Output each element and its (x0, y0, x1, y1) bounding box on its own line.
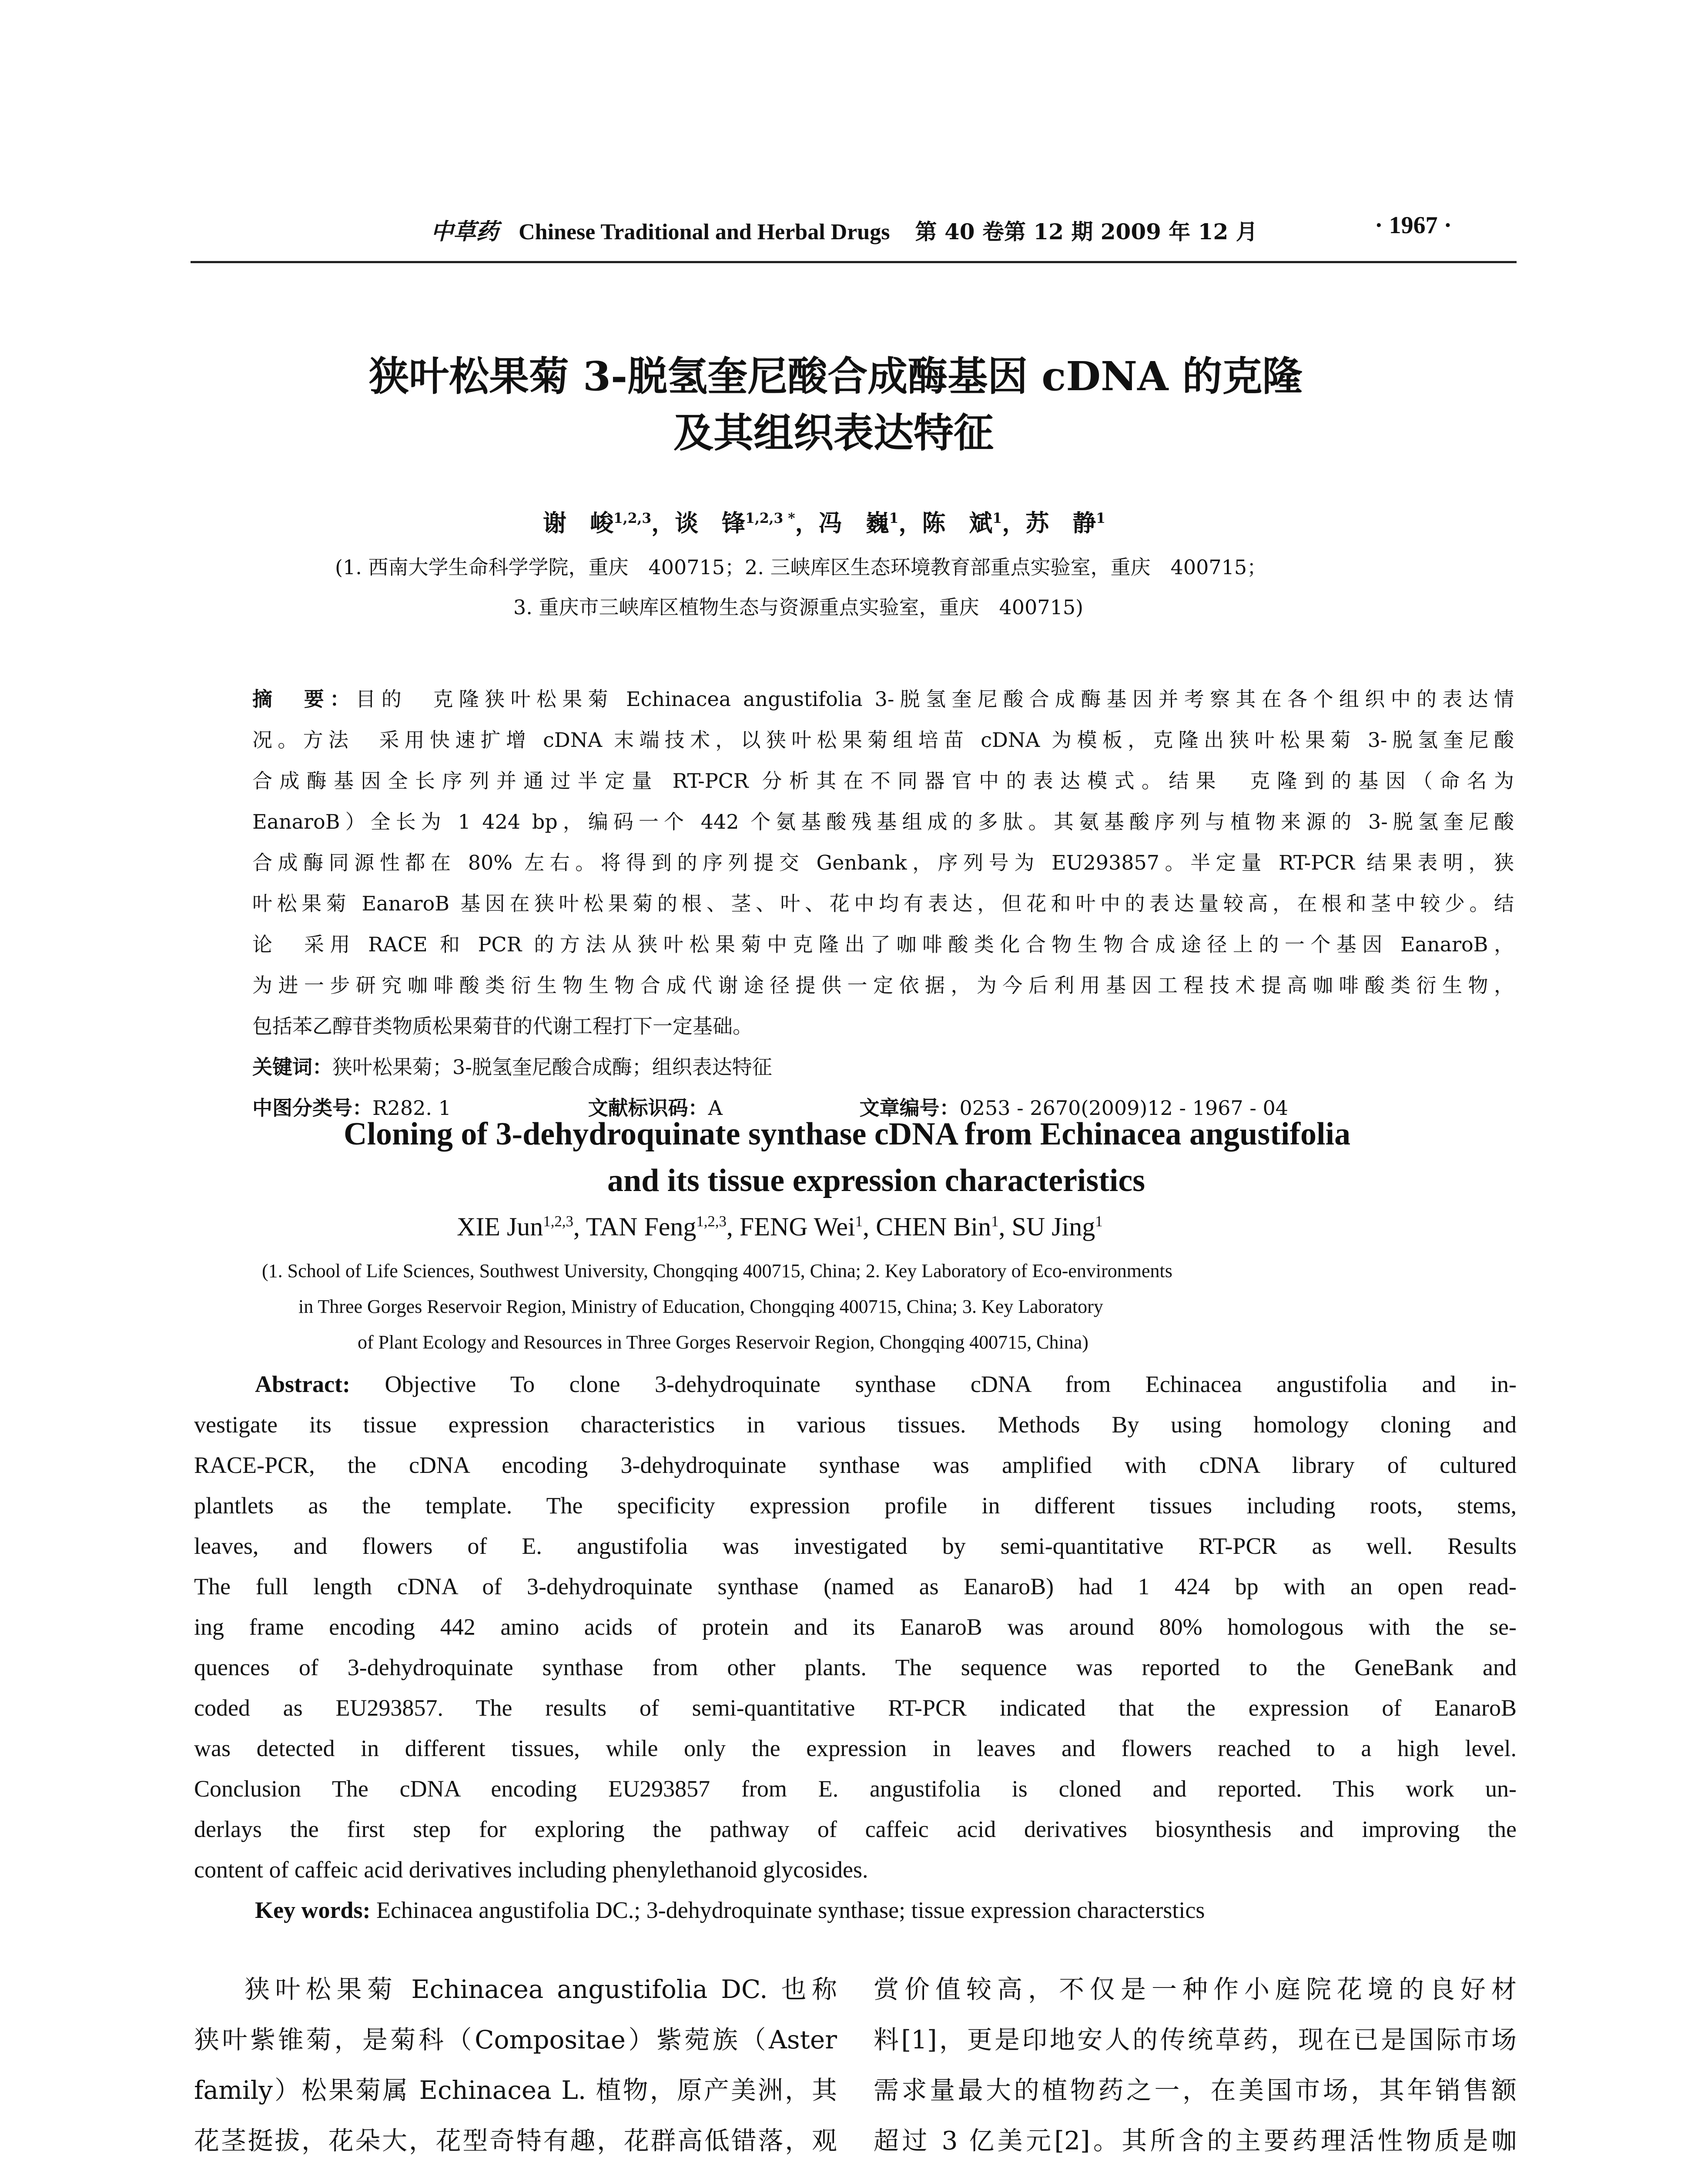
affiliation-en-line1: (1. School of Life Sciences, Southwest University, Chongqing 400715, China; 2. Key Laboratory of Eco-environments (262, 1260, 1172, 1282)
clc-label: 中图分类号： (252, 1096, 372, 1120)
author-en-2: , TAN Feng (573, 1212, 697, 1241)
abstract-cn-line5: 合成酶同源性都在 80% 左右。将得到的序列提交 Genbank，序列号为 EU293857。半定量 RT-PCR 结果表明，狭 (252, 851, 1514, 874)
affiliation-en-line2: in Three Gorges Reservoir Region, Ministry of Education, Chongqing 400715, China; 3. Key Laboratory (298, 1296, 1103, 1317)
author-cn-2: ，谈 锋 (651, 509, 746, 537)
journal-name-cn: 中草药 (431, 218, 499, 245)
author-en-4-sup: 1 (991, 1213, 999, 1230)
body-right-column (874, 1964, 1517, 2166)
abstract-en-line9: coded as EU293857. The results of semi-quantitative RT-PCR indicated that the expression of EanaroB (194, 1695, 1517, 1721)
author-cn-5-sup: 1 (1096, 511, 1106, 526)
running-header (431, 213, 1258, 246)
clc-number: R282. 1 (372, 1096, 451, 1120)
abstract-en-line13: content of caffeic acid derivatives including phenylethanoid glycosides. (194, 1857, 868, 1883)
author-en-2-sup: 1,2,3 (696, 1213, 727, 1230)
abstract-en-line4: plantlets as the template. The specificity expression profile in different tissues including roots, stems, (194, 1492, 1517, 1519)
author-en-1: XIE Jun (457, 1212, 543, 1241)
abstract-cn-line3: 合成酶基因全长序列并通过半定量 RT-PCR 分析其在不同器官中的表达模式。结果 克隆到的基因（命名为 (252, 769, 1514, 793)
abstract-en-line6: The full length cDNA of 3-dehydroquinate synthase (named as EanaroB) had 1 424 bp with an open read- (194, 1573, 1517, 1599)
body-left-line2: 狭叶紫锥菊，是菊科（Compositae）紫菀族（Aster (194, 2025, 837, 2055)
author-cn-3: ，冯 巍 (795, 509, 889, 537)
abstract-en-text1: Objective To clone 3-dehydroquinate synthase cDNA from Echinacea angustifolia and in- (385, 1371, 1517, 1397)
affiliation-cn-line1: (1. 西南大学生命科学学院，重庆 400715；2. 三峡库区生态环境教育部重点实验室，重庆 400715； (335, 555, 1267, 579)
author-en-5-sup: 1 (1095, 1213, 1103, 1230)
abstract-cn-line4: EanaroB）全长为 1 424 bp，编码一个 442 个氨基酸残基组成的多肽。其氨基酸序列与植物来源的 3-脱氢奎尼酸 (252, 810, 1514, 833)
article-number-label: 文章编号： (859, 1096, 960, 1120)
keywords-en-text: Echinacea angustifolia DC.; 3-dehydroquinate synthase; tissue expression characterstics (376, 1897, 1205, 1923)
abstract-cn-line7: 论 采用 RACE 和 PCR 的方法从狭叶松果菊中克隆出了咖啡酸类化合物生物合成途径上的一个基因 EanaroB， (252, 933, 1514, 956)
keywords-cn-text: 狭叶松果菊；3-脱氢奎尼酸合成酶；组织表达特征 (332, 1055, 772, 1079)
abstract-en (194, 1364, 1517, 1931)
affiliation-en-line3: of Plant Ecology and Resources in Three Gorges Reservoir Region, Chongqing 400715, China) (358, 1332, 1088, 1353)
abstract-cn (252, 679, 1514, 1128)
body-left-line4: 花茎挺拔，花朵大，花型奇特有趣，花群高低错落，观 (194, 2126, 837, 2155)
abstract-en-line3: RACE-PCR, the cDNA encoding 3-dehydroquinate synthase was amplified with cDNA library of cultured (194, 1452, 1517, 1478)
page-number: · 1967 · (1375, 212, 1452, 239)
doc-code: A (708, 1096, 723, 1120)
keywords-cn (252, 1047, 1514, 1088)
author-cn-4: ，陈 斌 (898, 509, 993, 537)
doc-code-label: 文献标识码： (588, 1096, 708, 1120)
abstract-cn-line1 (252, 679, 1514, 719)
body-left-line3: family）松果菊属 Echinacea L. 植物，原产美洲，其 (194, 2075, 837, 2105)
header-rule (191, 261, 1517, 263)
abstract-en-line8: quences of 3-dehydroquinate synthase from other plants. The sequence was reported to the GeneBank and (194, 1654, 1517, 1680)
body-left-line1: 狭叶松果菊 Echinacea angustifolia DC. 也称 (244, 1974, 837, 2004)
title-cn-line2: 及其组织表达特征 (673, 409, 994, 456)
title-en-text1: Cloning of 3-dehydroquinate synthase cDNA from Echinacea angustifolia (344, 1116, 1351, 1152)
abstract-en-line1 (194, 1364, 1517, 1405)
abstract-en-line2: vestigate its tissue expression characteristics in various tissues. Methods By using homology cloning and (194, 1412, 1517, 1438)
body-left-column (194, 1964, 837, 2166)
body-right-line4: 超过 3 亿美元[2]。其所含的主要药理活性物质是咖 (874, 2126, 1517, 2155)
author-en-3-sup: 1 (855, 1213, 863, 1230)
abstract-en-line7: ing frame encoding 442 amino acids of protein and its EanaroB was around 80% homologous with the se- (194, 1614, 1517, 1640)
author-cn-3-sup: 1 (889, 511, 899, 526)
abstract-cn-line2: 况。方法 采用快速扩增 cDNA 末端技术，以狭叶松果菊组培苗 cDNA 为模板，克隆出狭叶松果菊 3-脱氢奎尼酸 (252, 728, 1514, 752)
article-number: 0253 - 2670(2009)12 - 1967 - 04 (959, 1096, 1289, 1120)
abstract-cn-line6: 叶松果菊 EanaroB 基因在狭叶松果菊的根、茎、叶、花中均有表达，但花和叶中的表达量较高，在根和茎中较少。结 (252, 892, 1514, 915)
author-cn-1-sup: 1,2,3 (613, 511, 652, 526)
body-right-line3: 需求量最大的植物药之一，在美国市场，其年销售额 (874, 2075, 1517, 2105)
abstract-en-line11: Conclusion The cDNA encoding EU293857 from E. angustifolia is cloned and reported. This work un- (194, 1776, 1517, 1802)
abstract-cn-line8: 为进一步研究咖啡酸类衍生物生物合成代谢途径提供一定依据，为今后利用基因工程技术提高咖啡酸类衍生物， (252, 974, 1514, 997)
author-cn-2-sup: 1,2,3 * (745, 511, 795, 526)
journal-name-en: Chinese Traditional and Herbal Drugs (519, 220, 890, 244)
journal-issue: 第 40 卷第 12 期 2009 年 12 月 (915, 219, 1258, 244)
abstract-en-label: Abstract: (255, 1371, 350, 1397)
author-en-5: , SU Jing (998, 1212, 1095, 1241)
author-cn-5: ，苏 静 (1002, 509, 1096, 537)
title-cn-line1: 狭叶松果菊 3-脱氢奎尼酸合成酶基因 cDNA 的克隆 (369, 353, 1303, 400)
abstract-cn-label: 摘 要： (252, 687, 356, 711)
authors-en (457, 1212, 1103, 1242)
author-en-4: , CHEN Bin (863, 1212, 991, 1241)
author-en-1-sup: 1,2,3 (543, 1213, 573, 1230)
title-en-line2: and its tissue expression characteristics (607, 1163, 1145, 1198)
abstract-en-line12: derlays the first step for exploring the pathway of caffeic acid derivatives biosynthesis and improving the (194, 1816, 1517, 1842)
keywords-en (194, 1890, 1517, 1931)
abstract-en-line5: leaves, and flowers of E. angustifolia was investigated by semi-quantitative RT-PCR as well. Results (194, 1533, 1517, 1559)
abstract-en-line10: was detected in different tissues, while only the expression in leaves and flowers reached to a high level. (194, 1735, 1517, 1761)
keywords-en-label: Key words: (255, 1897, 371, 1923)
keywords-cn-label: 关键词： (252, 1055, 332, 1079)
author-cn-1: 谢 峻 (543, 509, 613, 537)
affiliation-cn-line2: 3. 重庆市三峡库区植物生态与资源重点实验室，重庆 400715) (513, 596, 1084, 619)
title-en-line1 (344, 1116, 1350, 1153)
abstract-cn-line9: 包括苯乙醇苷类物质松果菊苷的代谢工程打下一定基础。 (252, 1014, 753, 1038)
body-right-line1: 赏价值较高，不仅是一种作小庭院花境的良好材 (874, 1974, 1517, 2004)
body-right-line2: 料[1]，更是印地安人的传统草药，现在已是国际市场 (874, 2025, 1517, 2055)
author-cn-4-sup: 1 (992, 511, 1002, 526)
authors-cn (543, 505, 1105, 538)
abstract-cn-text1: 目的 克隆狭叶松果菊 Echinacea angustifolia 3-脱氢奎尼酸合成酶基因并考察其在各个组织中的表达情 (355, 687, 1514, 711)
author-en-3: , FENG Wei (726, 1212, 855, 1241)
